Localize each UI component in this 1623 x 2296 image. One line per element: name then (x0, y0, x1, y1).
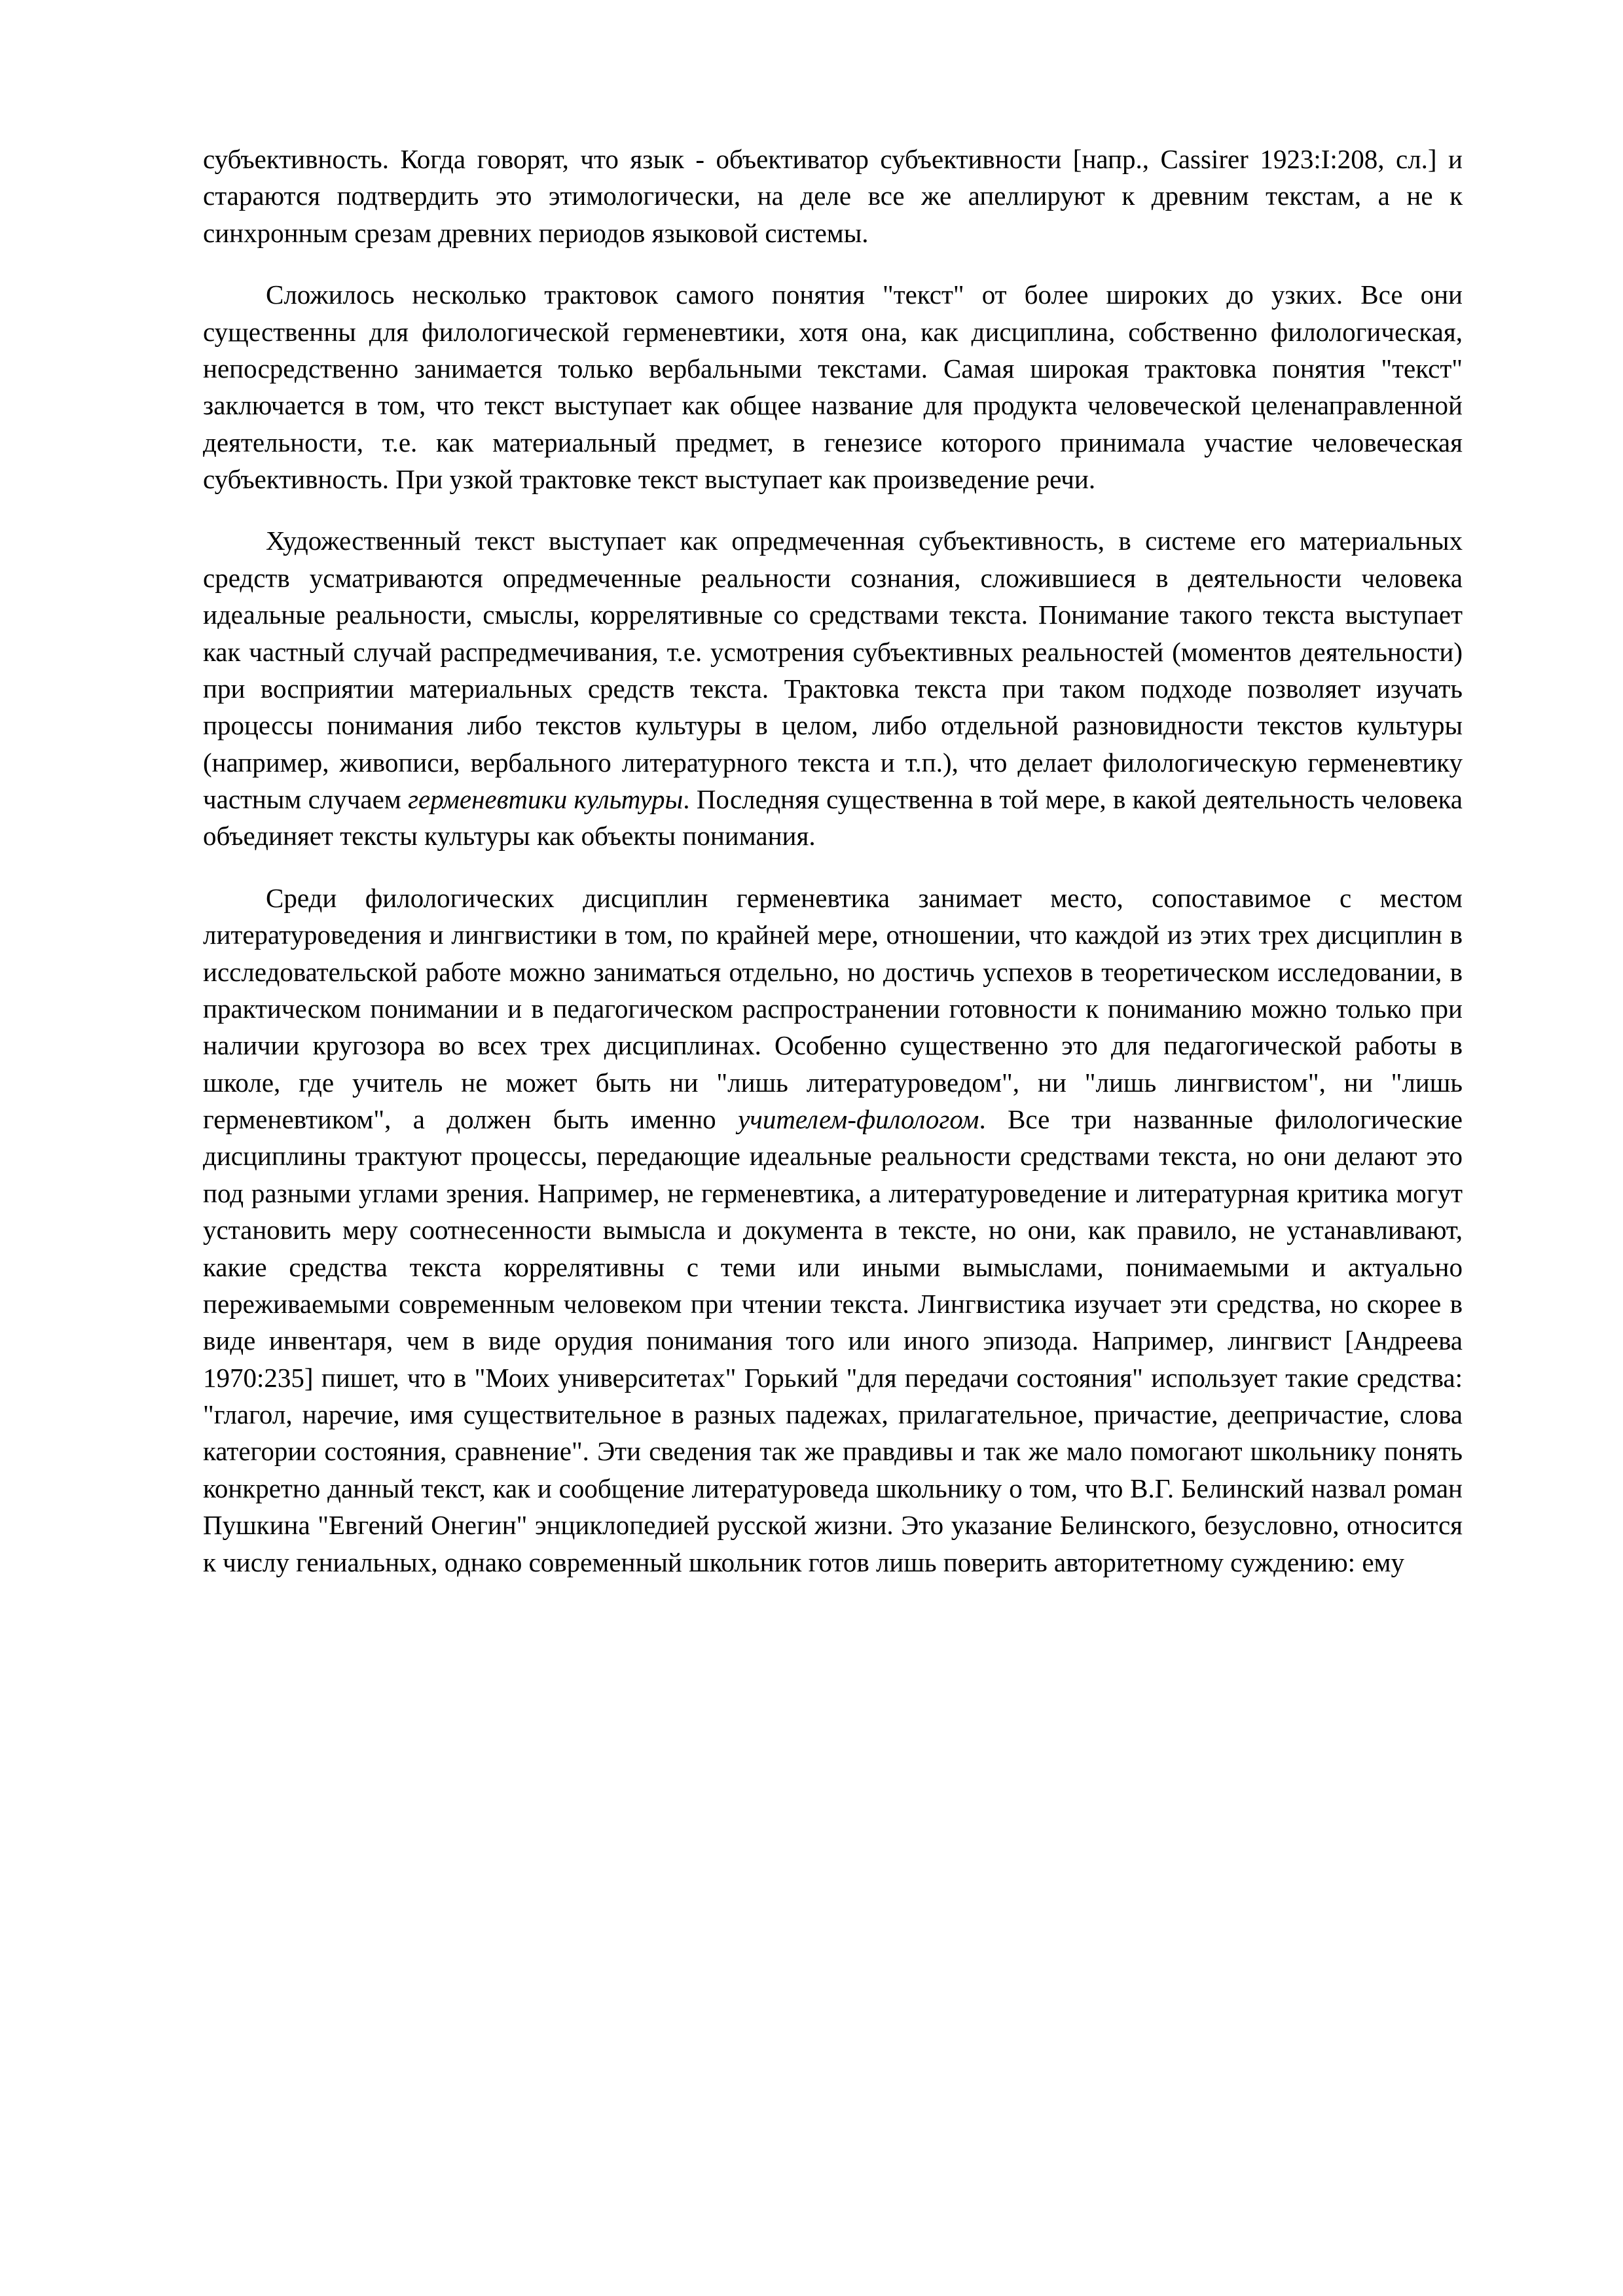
text-run: Среди филологических дисциплин герменевтика занимает место, сопоставимое с местом литературоведения и лингвистики в том, по крайней мере, отношении, что каждой из этих трех дисциплин в исследовательской работе можно заниматься отдельно, но достичь успехов в теоретическом исследовании, в практическом понимании и в педагогическом распространении готовности к пониманию можно только при наличии кругозора во всех трех дисциплинах. Особенно существенно это для педагогической работы в школе, где учитель не может быть ни "лишь литературоведом", ни "лишь лингвистом", ни "лишь герменевтиком", а должен быть именно (203, 882, 1463, 1134)
text-run: Сложилось несколько трактовок самого понятия "текст" от более широких до узких. Все они существенны для филологической герменевтики, хотя она, как дисциплина, собственно филологическая, непосредственно занимается только вербальными текстами. Самая широкая трактовка понятия "текст" заключается в том, что текст выступает как общее название для продукта человеческой целенаправленной деятельности, т.е. как материальный предмет, в генезисе которого принимала участие человеческая субъективность. При узкой трактовке текст выступает как произведение речи. (203, 279, 1463, 494)
text-run: . Все три названные филологические дисциплины трактуют процессы, передающие идеальные реальности средствами текста, но они делают это под разными углами зрения. Например, не герменевтика, а литературоведение и литературная критика могут установить меру соотнесенности вымысла и документа в тексте, но они, как правило, не устанавливают, какие средства текста коррелятивны с теми или иными вымыслами, понимаемыми и актуально переживаемыми современным человеком при чтении текста. Лингвистика изучает эти средства, но скорее в виде инвентаря, чем в виде орудия понимания того или иного эпизода. Например, лингвист [Андреева 1970:235] пишет, что в "Моих университетах" Горький "для передачи состояния" использует такие средства: "глагол, наречие, имя существительное в разных падежах, прилагательное, причастие, деепричастие, слова категории состояния, сравнение". Эти сведения так же правдивы и так же мало помогают школьнику понять конкретно данный текст, как и сообщение литературоведа школьнику о том, что В.Г. Белинский назвал роман Пушкина "Евгений Онегин" энциклопедией русской жизни. Это указание Белинского, безусловно, относится к числу гениальных, однако современный школьник готов лишь поверить авторитетному суждению: ему (203, 1104, 1463, 1577)
text-run: субъективность. Когда говорят, что язык - объективатор субъективности [напр., Cassirer 1923:I:208, сл.] и стараются подтвердить это этимологически, на деле все же апеллируют к древним текстам, а не к синхронным срезам древних периодов языковой системы. (203, 144, 1463, 248)
emphasized-text: учителем-филологом (738, 1104, 979, 1134)
paragraph (203, 880, 1463, 1581)
paragraph (203, 141, 1463, 251)
emphasized-text: герменевтики культуры (408, 784, 684, 814)
text-run: . Последняя существенна в той мере, в какой деятельность человека объединяет тексты культуры как объекты понимания. (203, 784, 1463, 852)
text-run: Художественный текст выступает как опредмеченная субъективность, в системе его материальных средств усматриваются опредмеченные реальности сознания, сложившиеся в деятельности человека идеальные реальности, смыслы, коррелятивные со средствами текста. Понимание такого текста выступает как частный случай распредмечивания, т.е. усмотрения субъективных реальностей (моментов деятельности) при восприятии материальных средств текста. Трактовка текста при таком подходе позволяет изучать процессы понимания либо текстов культуры в целом, либо отдельной разновидности текстов культуры (например, живописи, вербального литературного текста и т.п.), что делает филологическую герменевтику частным случаем (203, 526, 1463, 814)
page-body (203, 141, 1463, 1581)
paragraph (203, 276, 1463, 497)
paragraph (203, 522, 1463, 854)
